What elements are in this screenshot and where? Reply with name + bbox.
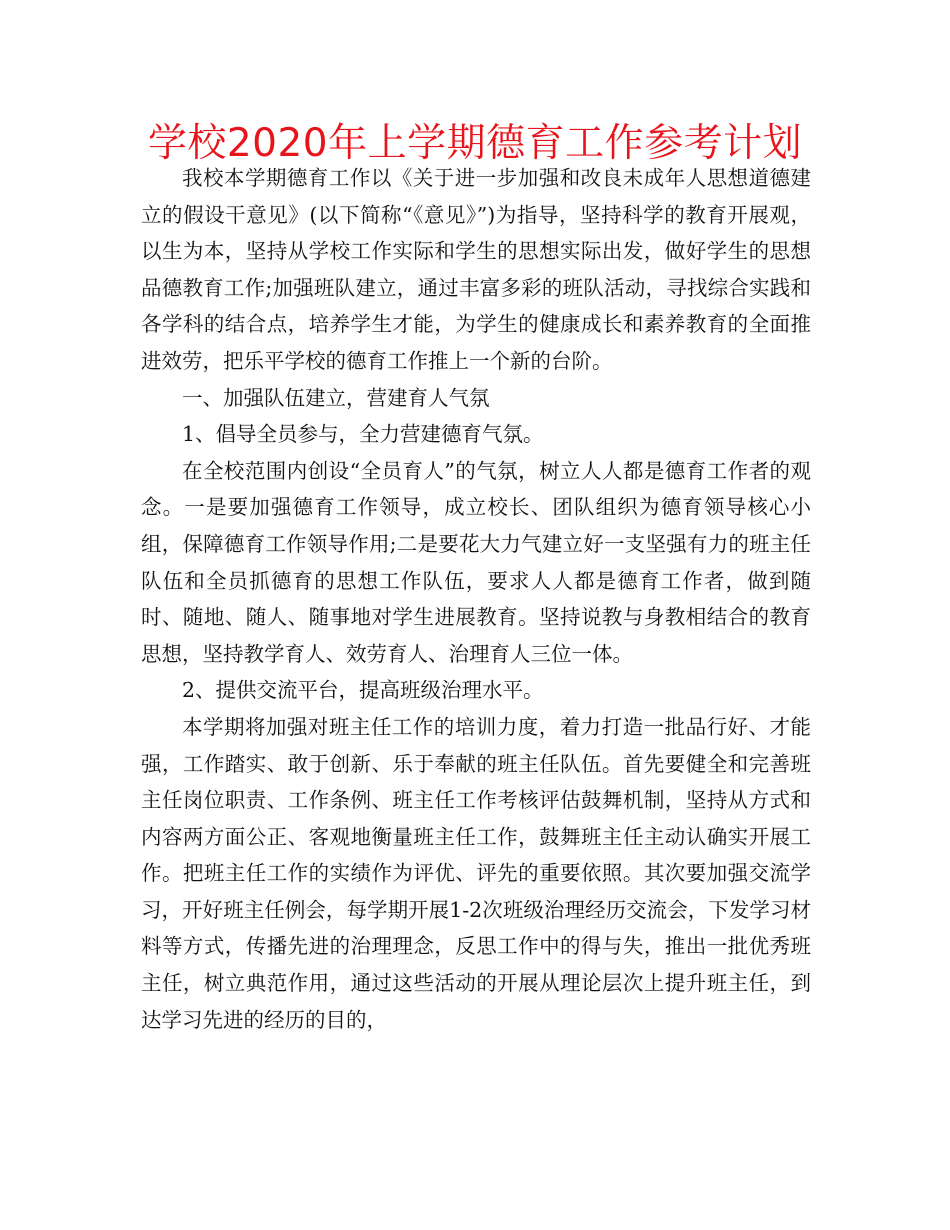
body-paragraph: 在全校范围内创设“全员育人”的气氛，树立人人都是德育工作者的观念。一是要加强德育工作领导，成立校长、团队组织为德育领导核心小组，保障德育工作领导作用;二是要花大力气建立好一支坚强有力的班主任队伍和全员抓德育的思想工作队伍，要求人人都是德育工作者，做到随时、随地、随人、随事地对学生进展教育。坚持说教与身教相结合的教育思想，坚持教学育人、效劳育人、治理育人三位一体。 — [141, 458, 811, 666]
document-title: 学校2020年上学期德育工作参考计划 — [147, 121, 803, 166]
body-paragraph: 本学期将加强对班主任工作的培训力度，着力打造一批品行好、才能强，工作踏实、敢于创新、乐于奉献的班主任队伍。首先要健全和完善班主任岗位职责、工作条例、班主任工作考核评估鼓舞机制，坚持从方式和内容两方面公正、客观地衡量班主任工作，鼓舞班主任主动认确实开展工作。把班主任工作的实绩作为评优、评先的重要依照。其次要加强交流学习，开好班主任例会，每学期开展1-2次班级治理经历交流会，下发学习材料等方式，传播先进的治理理念，反思工作中的得与失，推出一批优秀班主任，树立典范作用，通过这些活动的开展从理论层次上提升班主任，到达学习先进的经历的目的， — [141, 714, 811, 1032]
intro-paragraph: 我校本学期德育工作以《关于进一步加强和改良未成年人思想道德建立的假设干意见》(以下简称“《意见》”)为指导，坚持科学的教育开展观，以生为本，坚持从学校工作实际和学生的思想实际出发，做好学生的思想品德教育工作;加强班队建立，通过丰富多彩的班队活动，寻找综合实践和各学科的结合点，培养学生才能，为学生的健康成长和素养教育的全面推进效劳，把乐平学校的德育工作推上一个新的台阶。 — [141, 166, 811, 373]
section-heading-1: 一、加强队伍建立，营建育人气氛 — [182, 385, 490, 410]
subsection-heading-2: 2、提供交流平台，提高班级治理水平。 — [182, 678, 544, 703]
document-body — [141, 160, 811, 1038]
subsection-heading-1: 1、倡导全员参与，全力营建德育气氛。 — [182, 422, 544, 447]
